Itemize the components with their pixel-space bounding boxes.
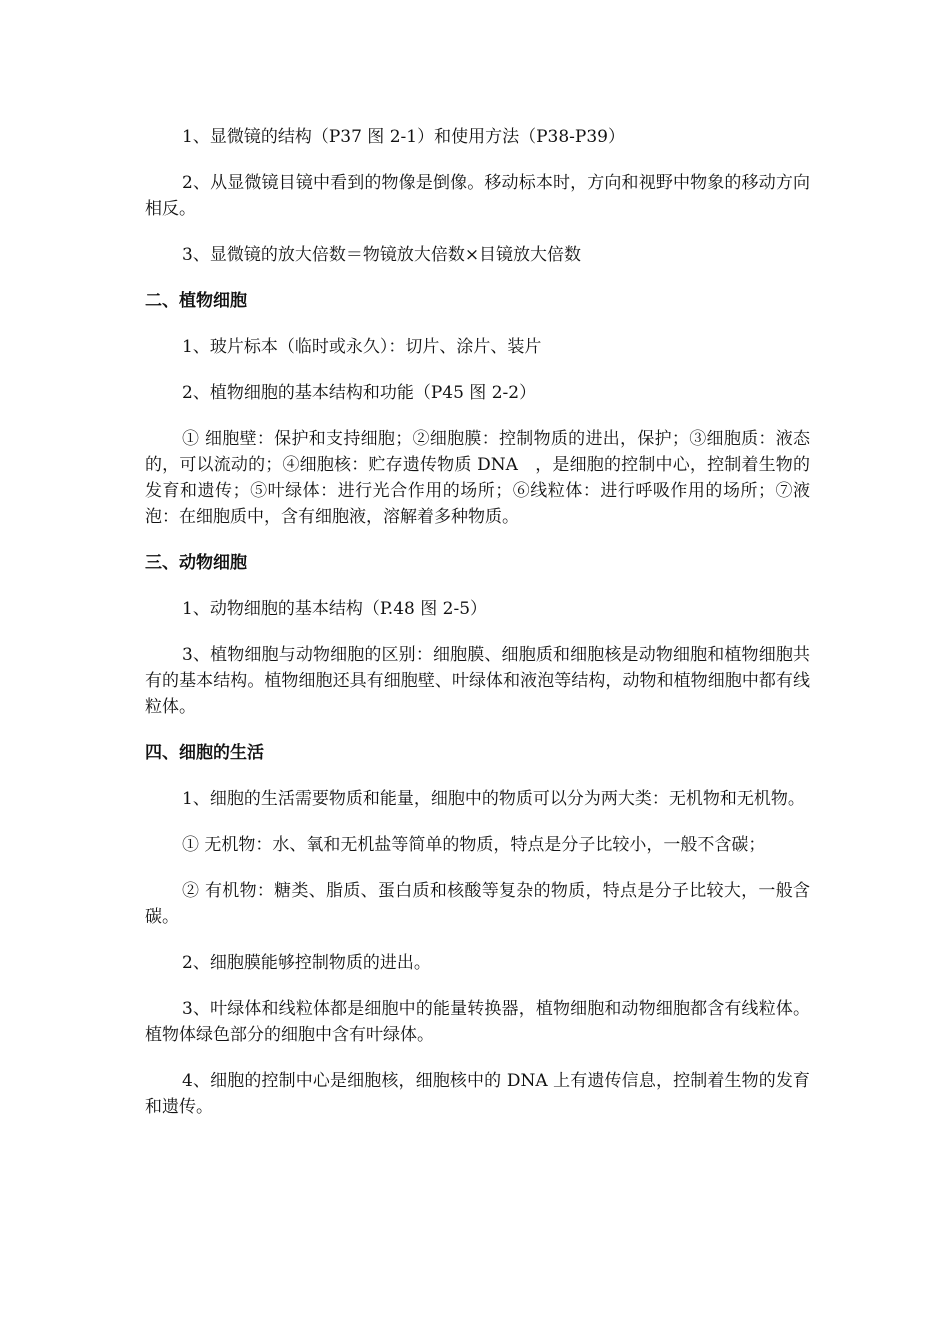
paragraph-microscope-structure: 1、显微镜的结构（P37 图 2-1）和使用方法（P38-P39） [182,127,625,147]
paragraph-energy-converters: 3、叶绿体和线粒体都是细胞中的能量转换器，植物细胞和动物细胞都含有线粒体。植物体绿色部分的细胞中含有叶绿体。 [145,999,810,1045]
paragraph-nucleus-control: 4、细胞的控制中心是细胞核，细胞核中的 DNA 上有遗传信息，控制着生物的发育和遗传。 [145,1071,810,1117]
paragraph-slide-specimens: 1、玻片标本（临时或永久）：切片、涂片、装片 [182,337,542,357]
paragraph-animal-cell-structure: 1、动物细胞的基本结构（P.48 图 2-5） [182,599,488,619]
section-heading-plant-cell: 二、植物细胞 [145,291,247,311]
paragraph-membrane: 2、细胞膜能够控制物质的进出。 [182,953,431,973]
paragraph-inverted-image: 2、从显微镜目镜中看到的物像是倒像。移动标本时，方向和视野中物象的移动方向相反。 [145,173,810,219]
paragraph-plant-animal-difference: 3、植物细胞与动物细胞的区别：细胞膜、细胞质和细胞核是动物细胞和植物细胞共有的基本结构。植物细胞还具有细胞壁、叶绿体和液泡等结构，动物和植物细胞中都有线粒体。 [145,645,810,717]
paragraph-plant-cell-organelles: ① 细胞壁：保护和支持细胞；②细胞膜：控制物质的进出，保护；③细胞质：液态的，可以流动的；④细胞核：贮存遗传物质 DNA ，是细胞的控制中心，控制着生物的发育和遗传；⑤叶绿体：进行光合作用的场所；⑥线粒体：进行呼吸作用的场所；⑦液泡：在细胞质中，含有细胞液，溶解着多种物质。 [145,429,810,527]
section-heading-cell-life: 四、细胞的生活 [145,743,264,763]
paragraph-organic: ② 有机物：糖类、脂质、蛋白质和核酸等复杂的物质，特点是分子比较大，一般含碳。 [145,881,810,927]
paragraph-matter-energy: 1、细胞的生活需要物质和能量，细胞中的物质可以分为两大类：无机物和无机物。 [182,789,805,809]
paragraph-inorganic: ① 无机物：水、氧和无机盐等简单的物质，特点是分子比较小，一般不含碳； [182,835,766,855]
section-heading-animal-cell: 三、动物细胞 [145,553,247,573]
document-page [145,124,810,1140]
paragraph-magnification: 3、显微镜的放大倍数＝物镜放大倍数×目镜放大倍数 [182,245,582,265]
paragraph-plant-cell-structure: 2、植物细胞的基本结构和功能（P45 图 2-2） [182,383,537,403]
